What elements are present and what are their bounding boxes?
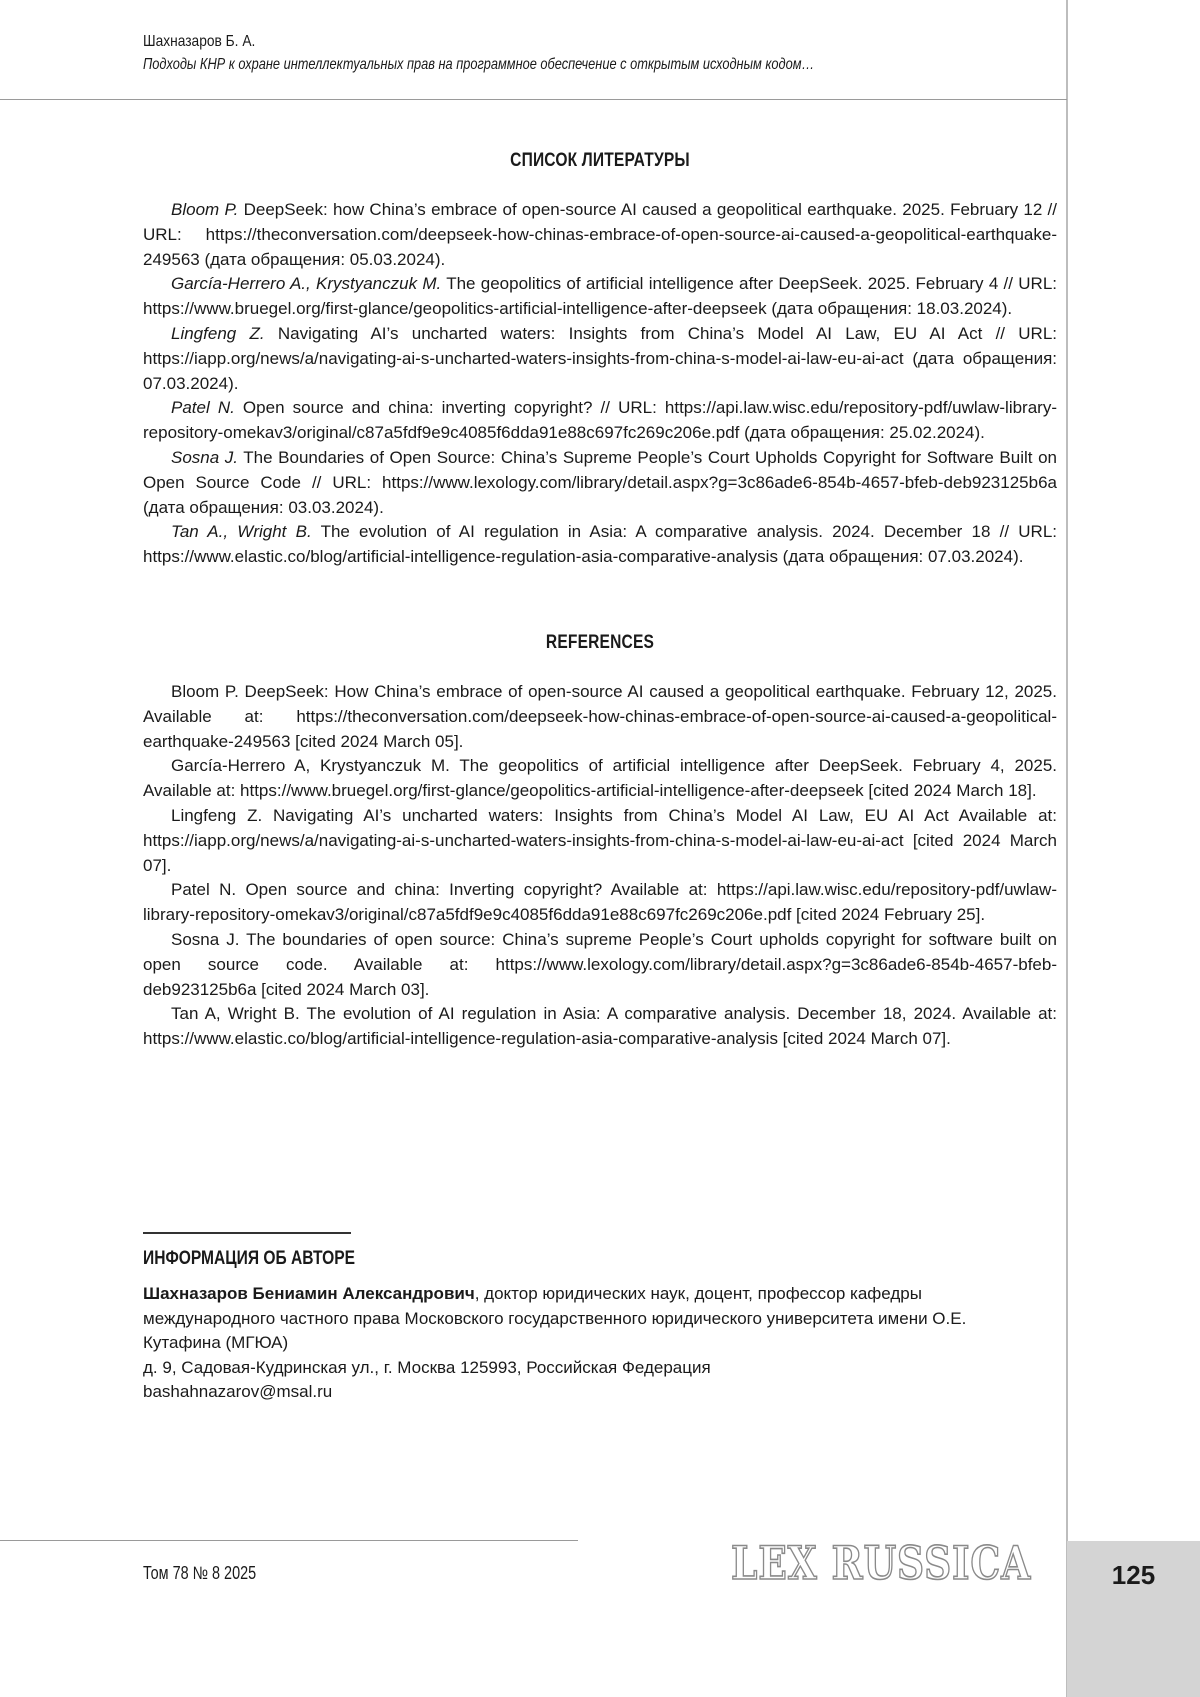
ru-reference-text: The geopolitics of artificial intelligence after DeepSeek. 2025. February 4 // URL: https://www.bruegel.org/first-glance/geopolitics-artificial-intelligence-after-deepseek (дата обращения: 18.03.2024).	[143, 274, 1057, 319]
journal-issue: Том 78 № 8 2025	[143, 1563, 257, 1583]
author-email: bashahnazarov@msal.ru	[143, 1382, 333, 1401]
right-margin-rule	[1066, 0, 1068, 1697]
ru-reference-authors: Tan A., Wright B.	[171, 522, 312, 542]
author-name: Шахназаров Бениамин Александрович	[143, 1284, 475, 1303]
en-reference-item: Patel N. Open source and china: Inverting copyright? Available at: https://api.law.wisc.edu/repository-pdf/uwlaw-library-repository-omekav3/original/c87a5fdf9e9c4085f6dda91e88c697fc269c206e.pdf [cited 2024 February 25].	[143, 880, 1057, 925]
author-info-text	[143, 1282, 1043, 1405]
ru-reference-authors: Sosna J.	[171, 447, 239, 467]
ru-reference-text: The Boundaries of Open Source: China’s Supreme People’s Court Upholds Copyright for Software Built on Open Source Code // URL: https://www.lexology.com/library/detail.aspx?g=3c86ade6-854b-4657-bfeb-deb923125b6a (дата обращения: 03.03.2024).	[143, 447, 1057, 517]
author-info-rule	[143, 1232, 351, 1234]
ru-reference-item	[143, 396, 1057, 446]
ru-reference-authors: Patel N.	[171, 398, 235, 418]
en-reference-item: Lingfeng Z. Navigating AI’s uncharted waters: Insights from China’s Model AI Law, EU AI Act Available at: https://iapp.org/news/a/navigating-ai-s-uncharted-waters-insights-from-china-s-model-ai-law-eu-ai-act [cited 2024 March 07].	[143, 805, 1057, 875]
en-references-heading: REFERENCES	[545, 631, 655, 653]
logo-text: LEX RUSSICA	[731, 1536, 1032, 1590]
main-content	[143, 150, 1057, 1052]
ru-reference-text: The evolution of AI regulation in Asia: A comparative analysis. 2024. December 18 // URL: https://www.elastic.co/blog/artificial-intelligence-regulation-asia-comparative-analysis (дата обращения: 07.03.2024).	[143, 522, 1058, 567]
ru-reference-item	[143, 520, 1057, 570]
ru-references-list	[143, 198, 1057, 570]
author-info	[143, 1232, 1043, 1405]
running-header	[143, 33, 1043, 74]
author-position: , доктор юридических наук, доцент, профессор кафедры международного частного права Московского государственного юридического университета имени О.Е. Кутафина (МГЮА)	[143, 1284, 967, 1352]
author-address: д. 9, Садовая-Кудринская ул., г. Москва 125993, Российская Федерация	[143, 1357, 711, 1377]
running-header-title: Подходы КНР к охране интеллектуальных прав на программное обеспечение с открытым исходным кодом…	[143, 56, 815, 73]
ru-reference-authors: García-Herrero A., Krystyanczuk M.	[171, 274, 442, 294]
ru-reference-authors: Bloom P.	[171, 200, 239, 219]
ru-reference-item	[143, 322, 1057, 396]
ru-reference-item	[143, 446, 1057, 520]
running-header-author: Шахназаров Б. А.	[143, 33, 256, 50]
ru-reference-text: Navigating AI’s uncharted waters: Insights from China’s Model AI Law, EU AI Act // URL: https://iapp.org/news/a/navigating-ai-s-uncharted-waters-insights-from-china-s-model-ai-law-eu-ai-act (дата обращения: 07.03.2024).	[143, 323, 1058, 393]
en-references-list	[143, 680, 1057, 1052]
en-reference-item: Tan A, Wright B. The evolution of AI regulation in Asia: A comparative analysis. December 18, 2024. Available at: https://www.elastic.co/blog/artificial-intelligence-regulation-asia-comparative-analysis [cited 2024 March 07].	[143, 1004, 1057, 1049]
ru-reference-item	[143, 198, 1057, 272]
en-reference-item: Bloom P. DeepSeek: How China’s embrace of open-source AI caused a geopolitical earthquake. February 12, 2025. Available at: https://theconversation.com/deepseek-how-chinas-embrace-of-open-source-ai-caused-a-geopolitical-earthquake-249563 [cited 2024 March 05].	[143, 681, 1057, 751]
ru-references-heading: СПИСОК ЛИТЕРАТУРЫ	[510, 150, 690, 171]
page-number: 125	[1111, 1560, 1156, 1590]
en-reference-item: Sosna J. The boundaries of open source: China’s supreme People’s Court upholds copyright for software built on open source code. Available at: https://www.lexology.com/library/detail.aspx?g=3c86ade6-854b-4657-bfeb-deb923125b6a [cited 2024 March 03].	[143, 929, 1057, 999]
footer-rule	[0, 1540, 578, 1541]
header-rule	[0, 99, 1067, 100]
ru-reference-text: Open source and china: inverting copyright? // URL: https://api.law.wisc.edu/repository-pdf/uwlaw-library-repository-omekav3/original/c87a5fdf9e9c4085f6dda91e88c697fc269c206e.pdf (дата обращения: 25.02.2024).	[143, 398, 1057, 443]
ru-reference-authors: Lingfeng Z.	[171, 323, 265, 343]
ru-reference-text: DeepSeek: how China’s embrace of open-source AI caused a geopolitical earthquake. 2025. February 12 // URL: https://theconversation.com/deepseek-how-chinas-embrace-of-open-source-ai-caused-a-geopolitical-earthquake-249563 (дата обращения: 05.03.2024).	[143, 200, 1057, 269]
lex-russica-logo	[728, 1532, 1034, 1592]
author-info-heading: ИНФОРМАЦИЯ ОБ АВТОРЕ	[143, 1248, 355, 1269]
ru-reference-item	[143, 272, 1057, 322]
en-reference-item: García-Herrero A, Krystyanczuk M. The geopolitics of artificial intelligence after DeepSeek. February 4, 2025. Available at: https://www.bruegel.org/first-glance/geopolitics-artificial-intelligence-after-deepseek [cited 2024 March 18].	[143, 756, 1057, 801]
